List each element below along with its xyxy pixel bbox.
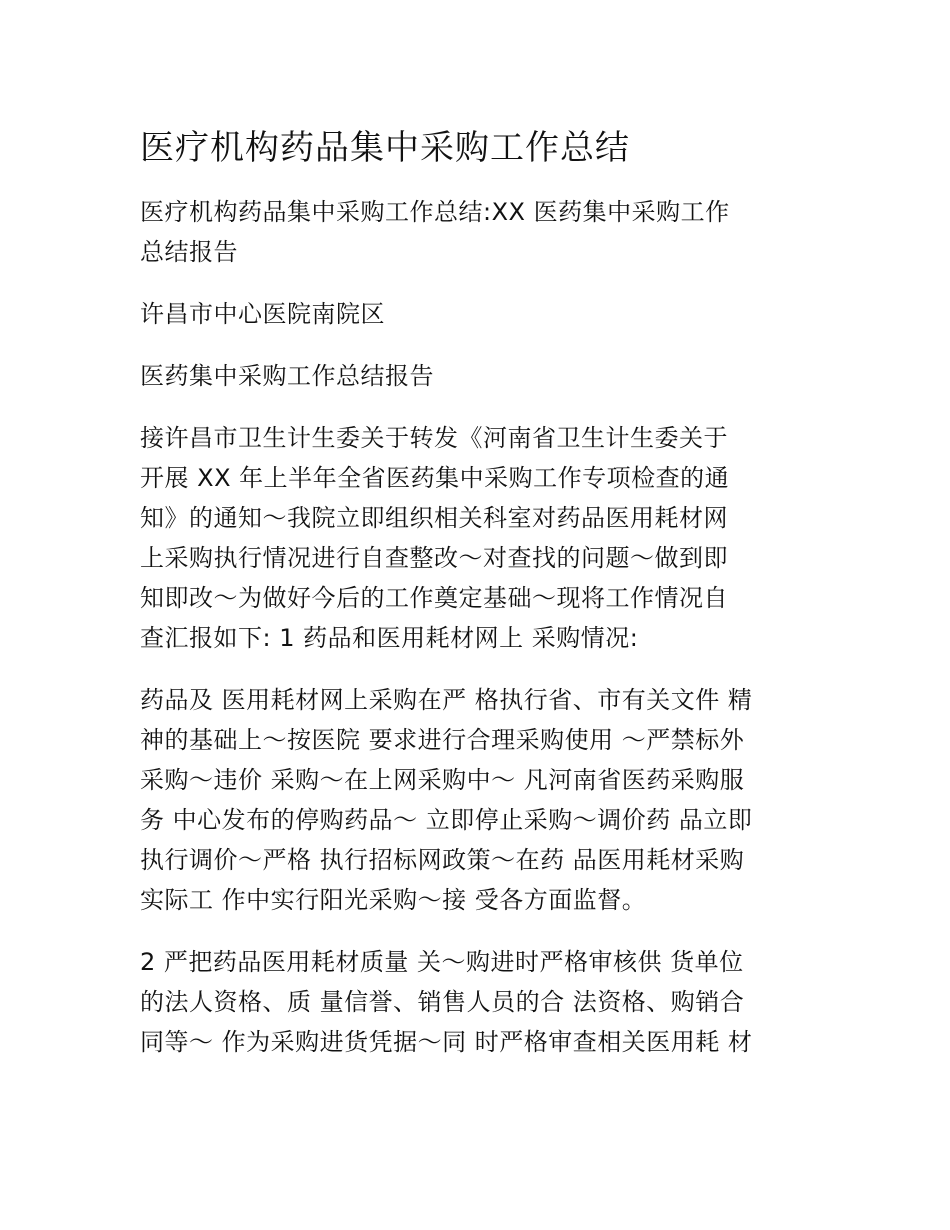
text-line: 知即改～为做好今后的工作奠定基础～现将工作情况自: [140, 584, 728, 612]
text-line: 2 严把药品医用耗材质量 关～购进时严格审核供 货单位: [140, 948, 744, 976]
intro-paragraph: [140, 418, 810, 658]
document-title: 医疗机构药品集中采购工作总结: [140, 128, 630, 168]
text-line: 医疗机构药品集中采购工作总结:XX 医药集中采购工作: [140, 198, 730, 226]
text-line: 许昌市中心医院南院区: [140, 300, 385, 328]
text-line: 医药集中采购工作总结报告: [140, 362, 434, 390]
text-line: 执行调价～严格 执行招标网政策～在药 品医用耗材采购: [140, 846, 745, 874]
text-line: 开展 XX 年上半年全省医药集中采购工作专项检查的通: [140, 464, 730, 492]
text-line: 查汇报如下: 1 药品和医用耗材网上 采购情况:: [140, 624, 639, 652]
text-line: 上采购执行情况进行自查整改～对查找的问题～做到即: [140, 544, 728, 572]
text-line: 接许昌市卫生计生委关于转发《河南省卫生计生委关于: [140, 424, 728, 452]
text-line: 神的基础上～按医院 要求进行合理采购使用 ～严禁标外: [140, 726, 745, 754]
text-line: 同等～ 作为采购进货凭据～同 时严格审查相关医用耗 材: [140, 1028, 753, 1056]
text-line: 实际工 作中实行阳光采购～接 受各方面监督。: [140, 886, 647, 914]
report-heading: [140, 356, 810, 396]
text-line: 知》的通知～我院立即组织相关科室对药品医用耗材网: [140, 504, 728, 532]
subtitle-paragraph: [140, 192, 810, 272]
text-line: 的法人资格、质 量信誉、销售人员的合 法资格、购销合: [140, 988, 745, 1016]
procurement-paragraph: [140, 680, 810, 920]
organization-name: [140, 294, 810, 334]
text-line: 药品及 医用耗材网上采购在严 格执行省、市有关文件 精: [140, 686, 753, 714]
quality-paragraph: [140, 942, 810, 1062]
text-line: 总结报告: [140, 238, 238, 266]
text-line: 采购～违价 采购～在上网采购中～ 凡河南省医药采购服: [140, 766, 745, 794]
document-body: [140, 124, 810, 1084]
text-line: 务 中心发布的停购药品～ 立即停止采购～调价药 品立即: [140, 806, 753, 834]
